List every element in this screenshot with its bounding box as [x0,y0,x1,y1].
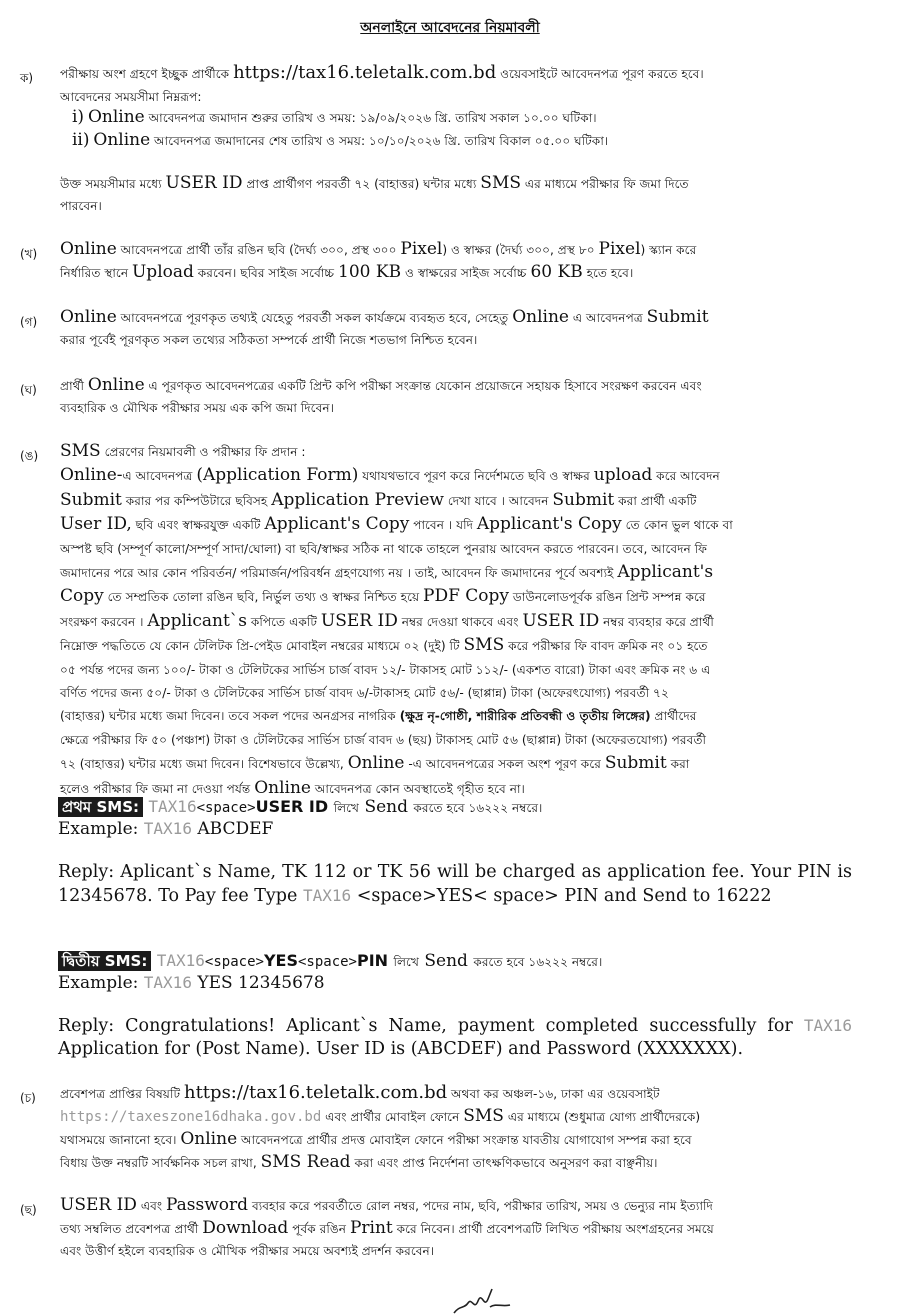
text: পরীক্ষায় অংশ গ্রহণে ইচ্ছুক প্রার্থীকে [60,67,230,81]
text: কপিতে একটি [250,614,318,629]
text: SMS [480,173,521,193]
text: তথ্য সম্বলিত প্রবেশপত্র প্রার্থী [60,1222,199,1236]
text: Download [202,1218,289,1238]
text: আবেদনপত্রে পূরণকৃত তথ্যই যেহেতু পরবর্তী সকল কার্যক্রমে ব্যবহৃত হবে, সেহেতু [120,311,509,325]
text: করতে হবে ১৬২২২ নম্বরে। [473,955,603,969]
second-sms-reply [58,1014,852,1061]
item-ka-marker: ক) [20,71,34,85]
second-sms-label: দ্বিতীয় SMS: [58,951,151,971]
text: <space> [297,954,357,970]
text: আবেদনপত্র কোন অবস্থাতেই গৃহীত হবে না। [314,781,525,796]
text: হতে হবে। [586,266,634,280]
text: করা এবং প্রাপ্ত নির্দেশনা তাৎক্ষণিকভাবে অনুসরণ করা বাঞ্ছনীয়। [354,1156,658,1170]
text: ০৫ পর্যন্ত পদের জন্য ১০০/- টাকা ও টেলিটকের সার্ভিস চার্জ বাবদ ১২/- টাকাসহ মোট ১১২/- (একশত বারো) টাকা এবং ক্রমিক নং ৬ এ [60,662,711,677]
text: করে পরীক্ষার ফি বাবদ ক্রমিক নং ০১ হতে [508,639,708,654]
text: SMS [60,441,101,461]
item-kha-marker: (খ) [20,247,38,261]
text: Applicant's Copy [476,514,622,535]
text: প্রাপ্ত প্রার্থীগণ পরবর্তী ৭২ (বাহাত্তর) ঘন্টার মধ্যে [246,177,477,191]
text: করবেন। ছবির সাইজ সর্বোচ্চ [197,266,335,280]
text: Reply: Aplicant`s Name, TK 112 or TK 56 will be charged as application fee. Your PIN is 12345678. To Pay fee Type [58,862,852,906]
item-cha-marker: (চ) [20,1091,36,1105]
text: অথবা কর অঞ্চল-১৬, ঢাকা এর ওয়েবসাইট [451,1087,660,1101]
text: Pixel [400,239,443,259]
text: Application for (Post Name). User ID is (ABCDEF) and Password (XXXXXXX). [58,1039,744,1059]
text: ও স্বাক্ষরের সাইজ সর্বোচ্চ [404,266,527,280]
item-ka-para2 [60,172,852,217]
text: TAX16 [302,886,352,905]
teletalk-url-2[interactable]: https://tax16.teletalk.com.bd [183,1082,448,1103]
text: এর মাধ্যমে (শুধুমাত্র যোগ্য প্রার্থীদেরকে) [507,1110,701,1124]
text: Online [512,307,569,327]
text: যথাযথভাবে পূরণ করে নির্দেশমতে ছবি ও স্বাক্ষর [362,469,590,484]
text: Online- [60,465,123,486]
text: ব্যবহার করে পরবর্তীতে রোল নম্বর, পদের নাম, ছবি, পরীক্ষার তারিখ, সময় ও ভেন্যুর নাম ইত্যাদি [251,1199,713,1213]
text: সংরক্ষণ করবেন । [60,614,144,629]
text: Online [347,753,405,774]
item-chha-marker: (ছ) [20,1203,37,1217]
tax-zone-url[interactable]: https://taxeszone16dhaka.gov.bd [60,1109,322,1125]
text: Submit [646,307,709,327]
text: তে সম্প্রতিক তোলা রঙিন ছবি, নির্ভুল তথ্য ও স্বাক্ষর নিশ্চিত হয়ে [107,590,420,605]
text: এবং উত্তীর্ণ হইলে ব্যবহারিক ও মৌখিক পরীক্ষার সময়ে অবশ্যই প্রদর্শন করবেন। [60,1244,435,1258]
text: TAX16 [156,951,205,970]
text: Applicant's [617,562,714,583]
item-gha-marker: (ঘ) [20,383,37,397]
text: পূর্বক রঙিন [292,1222,347,1236]
text: Online [60,307,117,327]
text: USER ID [165,173,243,193]
text: প্রার্থীদের [654,709,697,724]
text: <space>YES< space> PIN and Send to 16222 [356,886,772,906]
teletalk-url[interactable]: https://tax16.teletalk.com.bd [233,62,497,83]
text: -এ আবেদনপত্রের সকল অংশ পূরণ করে [408,757,601,772]
text: জমাদানের পরে আর কোন পরিবর্তন/ পরিমার্জন/পরিবর্ধন গ্রহণযোগ্য নয় । তাই, আবেদন ফি জমাদানের পূর্বে অবশ্যই [60,566,614,581]
text: TAX16 [143,819,192,838]
text: Upload [131,262,194,282]
text: Applicant's Copy [264,514,410,535]
text: উক্ত সময়সীমার মধ্যে [60,177,162,191]
text: Online [87,107,145,127]
item-kha-text [60,238,852,284]
text: SMS Read [260,1152,351,1172]
text: i) [72,107,85,127]
text: TAX16 [143,973,192,992]
text: SMS [463,635,505,656]
text: নিম্নোক্ত পদ্ধতিতে যে কোন টেলিটক প্রি-পেইড মোবাইল নম্বরের মাধ্যমে ০২ (দুই) টি [60,639,460,654]
item-gha-text [60,374,852,419]
second-sms-example [58,972,852,994]
text: Print [349,1218,393,1238]
text: YES 12345678 [197,973,325,993]
text: (বাহাত্তর) ঘন্টার মধ্যে জমা দিবেন। তবে সকল পদের অনগ্রসর নাগরিক [60,709,396,724]
text: তে কোন ভুল থাকে বা [625,518,733,533]
text: এবং [140,1199,163,1213]
text: Online [254,777,311,798]
text: Copy [60,586,104,607]
first-sms-label: প্রথম SMS: [58,797,143,817]
text: Applicant`s [147,610,247,631]
text: Online [93,130,151,150]
text: User ID, [60,514,132,535]
text: পাবেন । যদি [413,518,473,533]
text: ছবি এবং স্বাক্ষরযুক্ত একটি [135,518,261,533]
text: ABCDEF [197,819,274,839]
text: করে আবেদন [656,469,720,484]
text: লিখে [333,801,360,815]
text: এবং প্রার্থীর মোবাইল ফোনে [325,1110,460,1124]
text: Submit [60,489,122,510]
text: Example: [58,973,139,993]
text: লিখে [393,955,419,969]
text: হলেও পরীক্ষার ফি জমা না দেওয়া পর্যন্ত [60,781,251,796]
text: 60 KB [530,262,583,282]
text: নম্বর ব্যবহার করে প্রার্থী [603,614,714,629]
item-chha-text [60,1194,852,1262]
text: আবেদনপত্রে প্রার্থী তাঁর রঙিন ছবি (দৈর্ঘ্য ৩০০, প্রস্থ ৩০০ [120,243,397,257]
item-ga-marker: (গ) [20,315,38,329]
end-date-line [72,129,864,152]
first-sms-instruction [58,796,852,819]
signature-scribble [452,1285,512,1315]
text: Reply: Congratulations! Aplicant`s Name, payment completed successfully for [58,1016,793,1036]
text: ii) [72,130,90,150]
text: করা প্রার্থী একটি [618,493,697,508]
text: পারবেন। [60,199,102,213]
text: Online [60,239,117,259]
text: (Application Form) [196,465,359,486]
text: ব্যবহারিক ও মৌখিক পরীক্ষার সময় এক কপি জমা দিবেন। [60,401,334,415]
text: Application Preview [271,489,444,510]
item-uma-marker: (ঙ) [20,449,39,463]
text: USER ID [60,1195,137,1215]
text: upload [593,465,653,486]
text: এর মাধ্যমে পরীক্ষার ফি জমা দিতে [524,177,689,191]
text: Example: [58,819,139,839]
text: Submit [552,489,615,510]
text: প্রার্থী [60,379,85,393]
text: Online [180,1129,238,1149]
text: 100 KB [338,262,402,282]
text: USER ID [522,610,600,631]
text: TAX16 [148,797,197,816]
text: ওয়েবসাইটে আবেদনপত্র পূরণ করতে হবে। [500,67,704,81]
text: বিধায় উক্ত নম্বরটি সার্বক্ষনিক সচল রাখা, [60,1156,257,1170]
end-date-text: আবেদনপত্র জমাদানের শেষ তারিখ ও সময়: ১০/১০/২০২৬ খ্রি. তারিখ বিকাল ০৫.০০ ঘটিকা। [154,134,609,148]
text: <space> [204,954,264,970]
text: করা [670,757,690,772]
text: যথাসময়ে জানানো হবে। [60,1133,177,1147]
start-date-text: আবেদনপত্র জমাদান শুরুর তারিখ ও সময়: ১৯/০৯/২০২৬ খ্রি. তারিখ সকাল ১০.০০ ঘটিকা। [148,111,597,125]
text: এ আবেদনপত্র [122,469,193,484]
text: Password [166,1195,249,1215]
text: USER ID [320,610,398,631]
item-uma-text [60,440,852,801]
text: SMS [463,1106,504,1126]
page-title: অনলাইনে আবেদনের নিয়মাবলী [360,20,540,36]
item-ka-line2: আবেদনের সময়সীমা নিম্নরূপ: [60,90,202,104]
text: (ক্ষুদ্র নৃ-গোষ্ঠী, শারীরিক প্রতিবন্ধী ও তৃতীয় লিঙ্গের) [399,709,651,724]
text: প্রেরণের নিয়মাবলী ও পরীক্ষার ফি প্রদান : [104,445,306,459]
first-sms-example [58,818,852,840]
text: ক্ষেত্রে পরীক্ষার ফি ৫০ (পঞ্চাশ) টাকা ও টেলিটকের সার্ভিস চার্জ বাবদ ৬ (ছয়) টাকাসহ মোট ৫৬ (ছাপ্পান্ন) টাকা (অফেরতযোগ্য) পরবর্তী [60,732,707,747]
text: Send [364,797,408,817]
text: <space> [196,800,256,816]
item-cha-text [60,1082,852,1174]
first-sms-reply [58,861,852,908]
text: Online [87,375,145,395]
text: PDF Copy [423,586,510,607]
text: বর্ণিত পদের জন্য ৫০/- টাকা ও টেলিটকের সার্ভিস চার্জ বাবদ ৬/-টাকাসহ মোট ৫৬/- (ছাপ্পান্ন) টাকা (অফেরৎযোগ্য) পরবর্তী ৭২ [60,686,669,701]
text: নির্ধারিত স্থানে [60,266,129,280]
text: ডাউনলোডপূর্বক রঙিন প্রিন্ট সম্পন্ন করে [512,590,706,605]
text: ৭২ (বাহাত্তর) ঘন্টার মধ্যে জমা দিবেন। বিশেষভাবে উল্লেখ্য, [60,757,344,772]
text: করে নিবেন। প্রার্থী প্রবেশপত্রটি লিখিত পরীক্ষায় অংশগ্রহনের সময়ে [396,1222,714,1236]
text: YES [263,951,298,970]
start-date-line [72,106,864,129]
item-ga-text [60,306,852,351]
text: USER ID [255,797,329,816]
text: ) স্ক্যান করে [640,243,697,257]
text: এ পূরণকৃত আবেদনপত্রের একটি প্রিন্ট কপি পরীক্ষা সংক্রান্ত যেকোন প্রয়োজনে সহায়ক হিসাবে সংরক্ষণ করবেন এবং [148,379,702,393]
text: Pixel [598,239,641,259]
text: করতে হবে ১৬২২২ নম্বরে। [413,801,543,815]
text: নম্বর দেওয়া থাকবে এবং [401,614,519,629]
text: অস্পষ্ট ছবি (সম্পূর্ণ কালো/সম্পূর্ণ সাদা/ঘোলা) বা ছবি/স্বাক্ষর সঠিক না থাকে তাহলে পুনরায় আবেদন করতে পারবেন। তবে, আবেদন ফি [60,541,708,556]
text: Submit [604,753,667,774]
text: দেখা যাবে । আবেদন [447,493,549,508]
text: TAX16 [803,1016,852,1035]
text: করার পূর্বেই পূরণকৃত সকল তথ্যের সঠিকতা সম্পর্কে প্রার্থী নিজে শতভাগ নিশ্চিত হবেন। [60,333,478,347]
text: Send [424,951,468,971]
text: প্রবেশপত্র প্রাপ্তির বিষয়টি [60,1087,181,1101]
text: PIN [357,951,389,970]
text: করার পর কম্পিউটারে ছবিসহ [125,493,268,508]
second-sms-instruction [58,950,852,973]
text: আবেদনপত্রে প্রার্থীর প্রদত্ত মোবাইল ফোনে পরীক্ষা সংক্রান্ত যাবতীয় যোগাযোগ সম্পন্ন করা হবে [241,1133,692,1147]
text: ) ও স্বাক্ষর (দৈর্ঘ্য ৩০০, প্রস্থ ৮০ [442,243,595,257]
item-ka-line1 [60,62,852,85]
text: এ আবেদনপত্র [572,311,643,325]
